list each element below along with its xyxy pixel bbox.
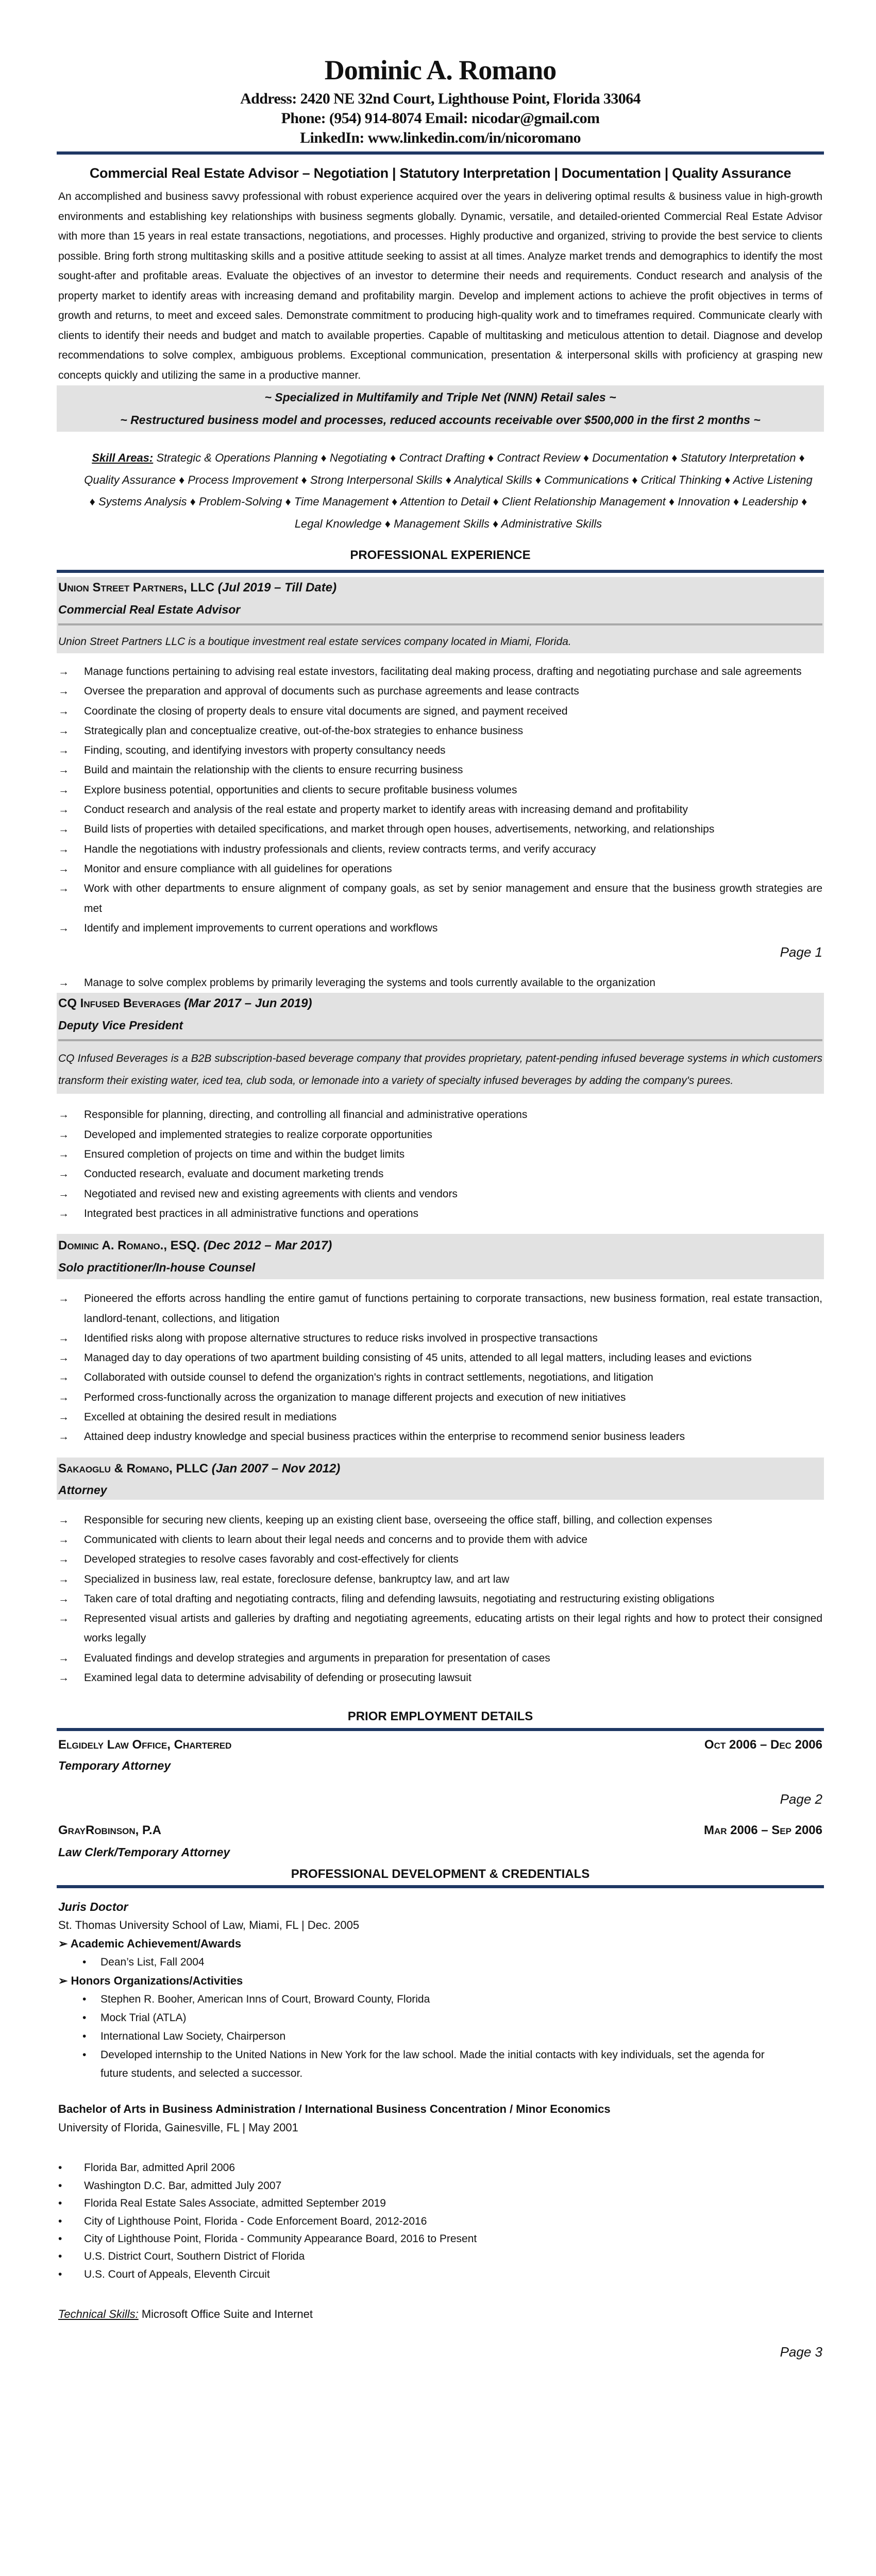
list-item: [58, 741, 822, 760]
list-item-text: Attained deep industry knowledge and special business practices within the enterprise to recommend senior business leaders: [84, 1431, 685, 1443]
prior-job-grayrobinson: [58, 1820, 822, 1841]
arrow-bullet-icon: →: [58, 883, 69, 895]
list-item: [58, 1145, 822, 1164]
list-item: [58, 1204, 822, 1224]
list-item-text: Communicated with clients to learn about their legal needs and concerns and to provide them with advice: [84, 1533, 588, 1546]
address: Address: 2420 NE 32nd Court, Lighthouse Point, Florida 33064: [240, 90, 641, 107]
arrow-bullet-icon: →: [58, 977, 69, 989]
list-item-text: Washington D.C. Bar, admitted July 2007: [84, 2179, 282, 2192]
list-item-text: Identify and implement improvements to current operations and workflows: [84, 922, 438, 934]
arrow-bullet-icon: →: [58, 685, 69, 698]
arrow-bullet-icon: →: [58, 1168, 69, 1180]
job-header-cq-infused: [57, 993, 824, 1094]
page-number: Page 3: [780, 2344, 822, 2360]
list-item: [58, 1511, 822, 1530]
list-item: [58, 2213, 822, 2230]
page-number: Page 2: [780, 1791, 822, 1807]
bullet-dot-icon: •: [58, 2232, 62, 2245]
list-item-text: Integrated best practices in all administrative functions and operations: [84, 1207, 419, 1219]
bullet-dot-icon: •: [82, 1956, 87, 1969]
bullet-dot-icon: •: [58, 2162, 62, 2174]
section-title-credentials: PROFESSIONAL DEVELOPMENT & CREDENTIALS: [291, 1867, 590, 1882]
list-item-text: Collaborated with outside counsel to defend the organization's rights in contract settlements, negotiations, and litigation: [84, 1371, 653, 1384]
bullet-dot-icon: •: [58, 2250, 62, 2263]
job-dates: (Dec 2012 – Mar 2017): [203, 1239, 332, 1253]
bullet-dot-icon: •: [82, 2012, 87, 2024]
phone-email: Phone: (954) 914-8074 Email: nicodar@gmail.com: [281, 110, 600, 127]
section-title-professional-experience: PROFESSIONAL EXPERIENCE: [350, 548, 531, 562]
list-item: [58, 1329, 822, 1348]
job-role: Law Clerk/Temporary Attorney: [58, 1845, 230, 1859]
list-item-text: Excelled at obtaining the desired result in mediations: [84, 1411, 337, 1423]
arrow-bullet-icon: →: [58, 823, 69, 836]
list-item-text: Performed cross-functionally across the organization to manage different projects and execution of new initiatives: [84, 1391, 626, 1403]
arrow-bullet-icon: →: [58, 1514, 69, 1526]
arrow-bullet-icon: →: [58, 724, 69, 737]
education-ba: [58, 2100, 822, 2137]
arrow-bullet-icon: →: [58, 1371, 69, 1384]
list-item-text: Conduct research and analysis of the real estate and property market to identify areas with increasing demand and profitability: [84, 804, 688, 816]
company-name: Sakaoglu & Romano, PLLC (Jan 2007 – Nov 2012): [58, 1461, 341, 1476]
arrow-bullet-icon: →: [58, 1592, 69, 1605]
arrow-bullet-icon: →: [58, 1613, 69, 1625]
arrow-bullet-icon: →: [58, 1293, 69, 1305]
arrow-bullet-icon: →: [58, 843, 69, 855]
arrow-bullet-icon: →: [58, 1148, 69, 1161]
list-item: [58, 1570, 822, 1589]
technical-skills-value: Microsoft Office Suite and Internet: [138, 2308, 313, 2321]
job-divider: [58, 1039, 822, 1041]
list-item: [58, 1105, 822, 1125]
list-item-text: Florida Bar, admitted April 2006: [84, 2162, 235, 2174]
list-item: [58, 2177, 822, 2195]
list-item: [58, 1164, 822, 1184]
job-header-sakaoglu: [57, 1458, 824, 1500]
arrow-bullet-icon: →: [58, 1411, 69, 1423]
list-item-text: Florida Real Estate Sales Associate, admitted September 2019: [84, 2197, 386, 2210]
list-item: [58, 662, 822, 682]
list-item: [58, 919, 822, 938]
page-2: [0, 973, 876, 1807]
arrow-bullet-icon: →: [58, 1431, 69, 1443]
list-item-text: Build lists of properties with detailed specifications, and market through open houses, advertisements, networking, and relationships: [84, 823, 715, 836]
company-name: GrayRobinson, P.A: [58, 1823, 161, 1838]
list-item-text: Manage functions pertaining to advising real estate investors, facilitating deal making process, drafting and negotiating purchase and sale agreements: [84, 666, 802, 677]
list-item: [58, 2046, 791, 2083]
list-item: [58, 682, 822, 701]
skill-areas-list: Strategic & Operations Planning ♦ Negotiating ♦ Contract Drafting ♦ Contract Review ♦ Documentation ♦ Statutory Interpretation ♦ Quality Assurance ♦ Process Improvement ♦ Strong Interpersonal Skills ♦ Analytical Skills ♦ Communications ♦ Critical Thinking ♦ Active Listening ♦ Systems Analysis ♦ Problem-Solving ♦ Time Management ♦ Attention to Detail ♦ Client Relationship Management ♦ Innovation ♦ Leadership ♦ Legal Knowledge ♦ Management Skills ♦ Administrative Skills: [84, 451, 813, 530]
arrow-bullet-icon: →: [58, 1652, 69, 1664]
highlights-box: [57, 385, 824, 432]
headline: Commercial Real Estate Advisor – Negotiation | Statutory Interpretation | Documentation | Quality Assurance: [89, 165, 791, 181]
list-item-text: Taken care of total drafting and negotiating contracts, filing and defending lawsuits, negotiating and restructuring existing obligations: [84, 1592, 715, 1605]
job-dates: (Mar 2017 – Jun 2019): [184, 996, 312, 1011]
arrow-bullet-icon: →: [58, 1391, 69, 1403]
list-item-text: Dean’s List, Fall 2004: [100, 1956, 205, 1969]
list-item-text: City of Lighthouse Point, Florida - Code Enforcement Board, 2012-2016: [84, 2215, 427, 2227]
list-item-text: Finding, scouting, and identifying investors with property consultancy needs: [84, 744, 446, 757]
job-role: Deputy Vice President: [58, 1019, 183, 1032]
list-item: [58, 1953, 822, 1972]
arrow-bullet-icon: →: [58, 1332, 69, 1344]
company-description: Union Street Partners LLC is a boutique investment real estate services company located in Miami, Florida.: [58, 636, 571, 648]
list-item-text: Mock Trial (ATLA): [100, 2012, 187, 2024]
list-item: [58, 800, 822, 820]
list-item: [58, 2159, 822, 2177]
list-item-text: U.S. District Court, Southern District of Florida: [84, 2250, 305, 2263]
admissions-list: [58, 2159, 822, 2283]
list-item-text: Negotiated and revised new and existing agreements with clients and vendors: [84, 1188, 458, 1200]
header-divider: [57, 151, 824, 155]
company-name: CQ Infused Beverages (Mar 2017 – Jun 2019): [58, 996, 312, 1011]
linkedin[interactable]: LinkedIn: www.linkedin.com/in/nicoromano: [300, 129, 581, 146]
summary: An accomplished and business savvy professional with robust experience acquired over the years in delivering optimal results & business value in high-growth environments and establishing key relationships with business segments globally. Dynamic, versatile, and detailed-oriented Commercial Real Estate Advisor with more than 15 years in real estate transactions, negotiations, and processes. Highly productive and organized, striving to provide the best service to clients possible. Bring forth strong multitasking skills and a positive attitude seeking to assist at all times. Analyze market trends and demographics to identify the most sought-after and profitable areas. Evaluate the objectives of an investor to determine their needs and requirements. Conduct research and analysis of the property market to identify areas with increasing demand and profitability margin. Develop and implement actions to achieve the profit objectives in terms of growth and returns, to meet and exceed sales. Demonstrate commitment to producing high-quality work and to timeframes required. Communicate clearly with clients to identify their needs and budget and match to available properties. Capable of multitasking and meticulous attention to detail. Diagnose and develop recommendations to solve complex, ambiguous problems. Exceptional communication, presentation & interpersonal skills with proficiency at grasping new concepts quickly and utilizing the same in a productive manner.: [58, 191, 822, 381]
list-item-text: Oversee the preparation and approval of documents such as purchase agreements and lease contracts: [84, 685, 579, 698]
list-item: [58, 1388, 822, 1408]
arrow-bullet-icon: →: [58, 922, 69, 934]
arrow-bullet-icon: →: [58, 1207, 69, 1219]
job-header-romano-esq: [57, 1234, 824, 1279]
job-bullets-union-street-cont: [58, 973, 822, 993]
education-jd: [58, 1897, 822, 2083]
arrow-bullet-icon: →: [58, 1671, 69, 1684]
list-item: [58, 1530, 822, 1550]
job-header-union-street: [57, 577, 824, 653]
list-item-text: Strategically plan and conceptualize creative, out-of-the-box strategies to enhance business: [84, 724, 524, 737]
list-item: [58, 2248, 822, 2265]
list-item: [58, 1649, 822, 1668]
technical-skills: [58, 2305, 822, 2324]
list-item: [58, 840, 822, 859]
arrow-bullet-icon: →: [58, 1352, 69, 1364]
list-item: [58, 1125, 822, 1145]
arrow-bullet-icon: →: [58, 764, 69, 776]
company-name: Elgidely Law Office, Chartered: [58, 1738, 232, 1752]
bullet-dot-icon: •: [58, 2268, 62, 2280]
school: St. Thomas University School of Law, Miami, FL | Dec. 2005: [58, 1919, 360, 1932]
page-number: Page 1: [780, 944, 822, 960]
list-item-text: Work with other departments to ensure alignment of company goals, as set by senior management and ensure that the business growth strategies are met: [84, 883, 822, 914]
list-item: [58, 781, 822, 800]
list-item-text: Developed internship to the United Nations in New York for the law school. Made the initial contacts with key individuals, set the agenda for future students, and selected a successor.: [100, 2049, 765, 2080]
list-item-text: Conducted research, evaluate and document marketing trends: [84, 1168, 384, 1180]
list-item-text: International Law Society, Chairperson: [100, 2030, 286, 2043]
skill-areas-label: Skill Areas:: [92, 451, 154, 464]
list-item: [58, 820, 822, 839]
list-item: [58, 2230, 822, 2248]
list-item-text: Specialized in business law, real estate, foreclosure defense, bankruptcy law, and art law: [84, 1573, 510, 1585]
list-item-text: Explore business potential, opportunities and clients to secure profitable business volumes: [84, 784, 517, 796]
degree-title: Juris Doctor: [58, 1900, 128, 1914]
list-item: [58, 1668, 822, 1688]
list-item: [58, 1368, 822, 1387]
bullet-dot-icon: •: [58, 2215, 62, 2227]
honors-heading: ➢ Honors Organizations/Activities: [58, 1974, 243, 1988]
degree-title: Bachelor of Arts in Business Administration / International Business Concentration / Minor Economics: [58, 2103, 611, 2116]
highlight-achievement: ~ Restructured business model and processes, reduced accounts receivable over $500,000 in the first 2 months ~: [120, 413, 761, 427]
list-item-text: City of Lighthouse Point, Florida - Community Appearance Board, 2016 to Present: [84, 2232, 477, 2245]
list-item: [58, 721, 822, 741]
job-divider: [58, 623, 822, 625]
list-item-text: Developed and implemented strategies to realize corporate opportunities: [84, 1128, 432, 1141]
section-divider: [57, 570, 824, 573]
arrowhead-bullet-icon: ➢: [58, 1974, 71, 1988]
list-item: [58, 1408, 822, 1427]
skill-areas: [58, 447, 822, 535]
arrow-bullet-icon: →: [58, 705, 69, 717]
arrow-bullet-icon: →: [58, 862, 69, 875]
arrow-bullet-icon: →: [58, 744, 69, 757]
list-item-text: Responsible for securing new clients, keeping up an existing client base, overseeing the office staff, billing, and collection expenses: [84, 1514, 713, 1526]
arrowhead-bullet-icon: ➢: [58, 1937, 71, 1951]
arrow-bullet-icon: →: [58, 1573, 69, 1585]
list-item-text: Identified risks along with propose alternative structures to reduce risks involved in prospective transactions: [84, 1332, 598, 1344]
bullet-dot-icon: •: [58, 2197, 62, 2210]
honors-list: [58, 1990, 822, 2083]
list-item-text: Pioneered the efforts across handling the entire gamut of functions pertaining to corporate transactions, new business formation, real estate transaction, landlord-tenant, collections, and litigation: [84, 1293, 822, 1325]
bullet-dot-icon: •: [82, 2049, 87, 2061]
bullet-dot-icon: •: [58, 2179, 62, 2192]
arrow-bullet-icon: →: [58, 1533, 69, 1546]
list-item-text: Evaluated findings and develop strategies and arguments in preparation for presentation of cases: [84, 1652, 550, 1664]
job-role: Attorney: [58, 1483, 107, 1497]
list-item: [58, 2266, 822, 2283]
list-item: [58, 2195, 822, 2212]
list-item-text: U.S. Court of Appeals, Eleventh Circuit: [84, 2268, 270, 2280]
list-item-text: Ensured completion of projects on time and within the budget limits: [84, 1148, 405, 1161]
arrow-bullet-icon: →: [58, 784, 69, 796]
arrow-bullet-icon: →: [58, 666, 69, 677]
company-description: CQ Infused Beverages is a B2B subscription-based beverage company that provides proprietary, patent-pending infused beverage systems in which customers transform their existing water, iced tea, club soda, or lemonade into a variety of specialty infused beverages by adding the company's purees.: [58, 1053, 822, 1087]
job-bullets-cq-infused: [58, 1105, 822, 1224]
list-item-text: Coordinate the closing of property deals to ensure vital documents are signed, and payment received: [84, 705, 568, 717]
list-item: [58, 1589, 822, 1609]
bullet-dot-icon: •: [82, 2030, 87, 2043]
page-1: [0, 0, 876, 960]
list-item: [58, 1427, 822, 1447]
list-item: [58, 1609, 822, 1649]
arrow-bullet-icon: →: [58, 1188, 69, 1200]
section-divider: [57, 1885, 824, 1888]
job-role: Solo practitioner/In-house Counsel: [58, 1261, 256, 1275]
job-dates: (Jul 2019 – Till Date): [217, 581, 337, 595]
list-item-text: Build and maintain the relationship with the clients to ensure recurring business: [84, 764, 463, 776]
company-name: Dominic A. Romano., ESQ. (Dec 2012 – Mar 2017): [58, 1239, 332, 1253]
awards-heading: ➢ Academic Achievement/Awards: [58, 1937, 242, 1951]
job-role: Temporary Attorney: [58, 1759, 171, 1773]
resume-name: Dominic A. Romano: [324, 55, 557, 86]
bullet-dot-icon: •: [82, 1993, 87, 2006]
job-role: Commercial Real Estate Advisor: [58, 603, 241, 616]
list-item-text: Manage to solve complex problems by primarily leveraging the systems and tools currently available to the organization: [84, 977, 655, 989]
section-divider: [57, 1728, 824, 1731]
list-item: [58, 1184, 822, 1204]
job-bullets-romano-esq: [58, 1289, 822, 1447]
awards-list: [58, 1953, 822, 1972]
list-item: [58, 702, 822, 721]
list-item-text: Represented visual artists and galleries by drafting and negotiating agreements, educating artists on their legal rights and how to protect their consigned works legally: [84, 1613, 822, 1645]
list-item: [58, 2027, 791, 2046]
list-item: [58, 2009, 791, 2027]
page-3: [0, 1820, 876, 2380]
prior-job-elgidely: [58, 1735, 822, 1755]
list-item: [58, 760, 822, 780]
list-item-text: Examined legal data to determine advisability of defending or prosecuting lawsuit: [84, 1671, 471, 1684]
list-item: [58, 1550, 822, 1569]
list-item-text: Managed day to day operations of two apartment building consisting of 45 units, attended to all legal matters, including leases and evictions: [84, 1352, 752, 1364]
job-dates: Oct 2006 – Dec 2006: [704, 1738, 822, 1752]
job-bullets-union-street: [58, 662, 822, 938]
list-item-text: Developed strategies to resolve cases favorably and cost-effectively for clients: [84, 1553, 459, 1566]
job-dates: (Jan 2007 – Nov 2012): [211, 1461, 341, 1476]
technical-skills-label: Technical Skills:: [58, 2308, 139, 2321]
company-name: Union Street Partners, LLC (Jul 2019 – Till Date): [58, 581, 337, 595]
list-item: [58, 879, 822, 919]
highlight-specialization: ~ Specialized in Multifamily and Triple Net (NNN) Retail sales ~: [264, 391, 616, 404]
arrow-bullet-icon: →: [58, 804, 69, 816]
section-title-prior-employment: PRIOR EMPLOYMENT DETAILS: [347, 1709, 533, 1724]
list-item: [58, 1990, 791, 2009]
list-item-text: Handle the negotiations with industry professionals and clients, review contracts terms, and verify accuracy: [84, 843, 596, 855]
list-item: [58, 1348, 822, 1368]
arrow-bullet-icon: →: [58, 1553, 69, 1566]
list-item-text: Responsible for planning, directing, and controlling all financial and administrative operations: [84, 1109, 528, 1121]
list-item-text: Stephen R. Booher, American Inns of Court, Broward County, Florida: [100, 1993, 430, 2006]
school: University of Florida, Gainesville, FL | May 2001: [58, 2121, 298, 2134]
list-item: [58, 859, 822, 879]
arrow-bullet-icon: →: [58, 1109, 69, 1121]
job-bullets-sakaoglu: [58, 1511, 822, 1688]
arrow-bullet-icon: →: [58, 1128, 69, 1141]
list-item: [58, 973, 822, 993]
list-item: [58, 1289, 822, 1329]
job-dates: Mar 2006 – Sep 2006: [703, 1823, 822, 1838]
list-item-text: Monitor and ensure compliance with all guidelines for operations: [84, 862, 392, 875]
